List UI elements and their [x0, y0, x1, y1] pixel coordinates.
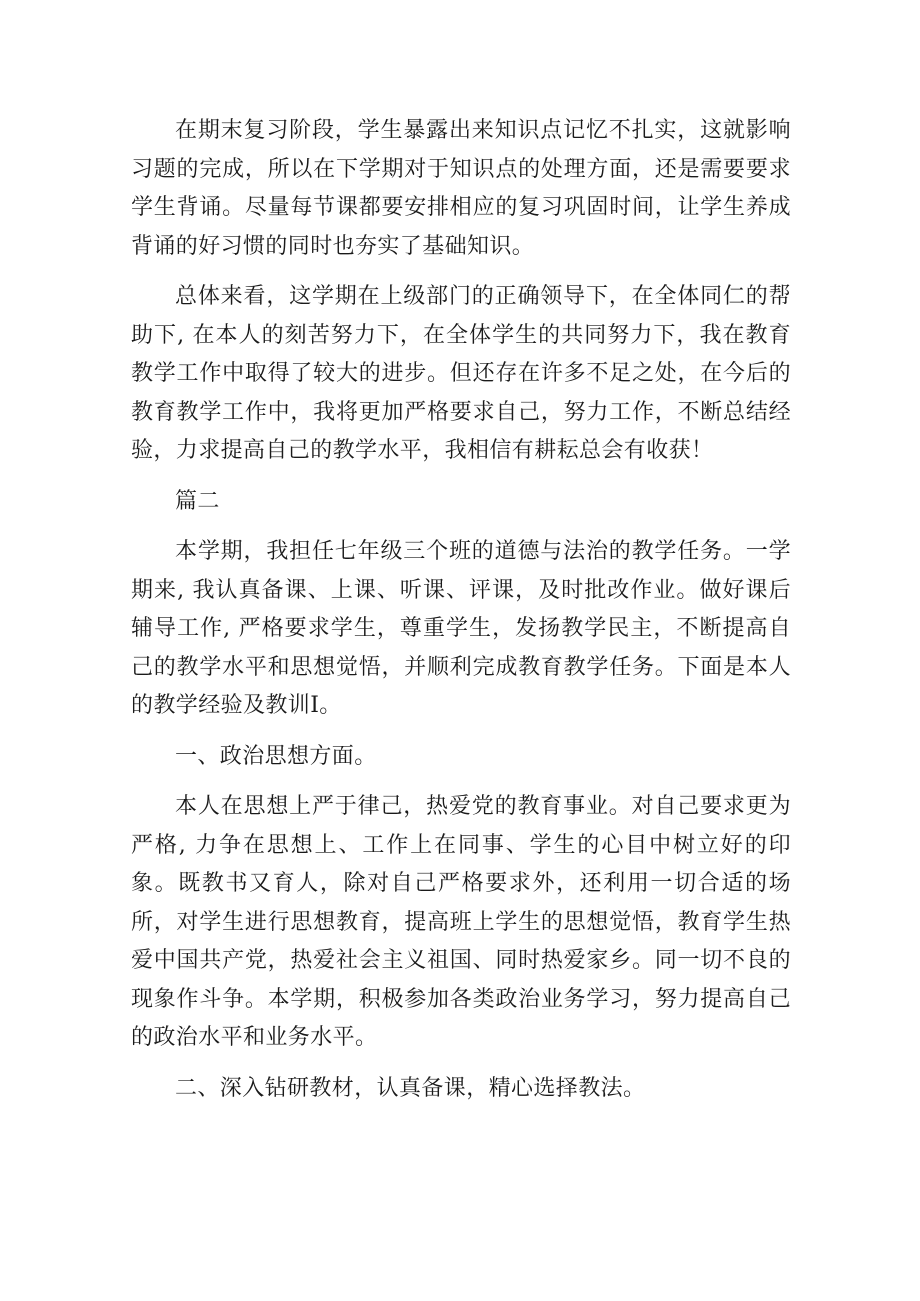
- section-heading-political-thought: 一、政治思想方面。: [175, 743, 377, 769]
- paragraph-semester-intro: 本学期，我担任七年级三个班的道德与法治的教学任务。一学期来, 我认真备课、上课、听课、评课，及时批改作业。做好课后辅导工作, 严格要求学生，尊重学生，发扬教学民主，不断提高自己的教学水平和思想觉悟，并顺利完成教育教学任务。下面是本人的教学经验及教训I。: [131, 539, 791, 718]
- paragraph-political-thought: 本人在思想上严于律己，热爱党的教育事业。对自己要求更为严格, 力争在思想上、工作上在同事、学生的心目中树立好的印象。既教书又育人，除对自己严格要求外，还利用一切合适的场所，对学生进行思想教育，提高班上学生的思想觉悟，教育学生热爱中国共产党，热爱社会主义祖国、同时热爱家乡。同一切不良的现象作斗争。本学期，积极参加各类政治业务学习，努力提高自己的政治水平和业务水平。: [131, 794, 791, 1050]
- section-heading-teaching-materials: 二、深入钻研教材，认真备课，精心选择教法。: [175, 1075, 646, 1101]
- paragraph-review-stage: 在期末复习阶段，学生暴露出来知识点记忆不扎实，这就影响习题的完成，所以在下学期对于知识点的处理方面，还是需要要求学生背诵。尽量每节课都要安排相应的复习巩固时间，让学生养成背诵的好习惯的同时也夯实了基础知识。: [131, 118, 791, 259]
- section-heading-part-two: 篇二: [175, 488, 220, 514]
- paragraph-overall-summary: 总体来看，这学期在上级部门的正确领导下，在全体同仁的帮助下, 在本人的刻苦努力下，在全体学生的共同努力下，我在教育教学工作中取得了较大的进步。但还存在许多不足之处，在今后的教育教学工作中，我将更加严格要求自己，努力工作，不断总结经验，力求提高自己的教学水平，我相信有耕耘总会有收获！: [131, 284, 791, 463]
- document-body: [131, 112, 791, 1120]
